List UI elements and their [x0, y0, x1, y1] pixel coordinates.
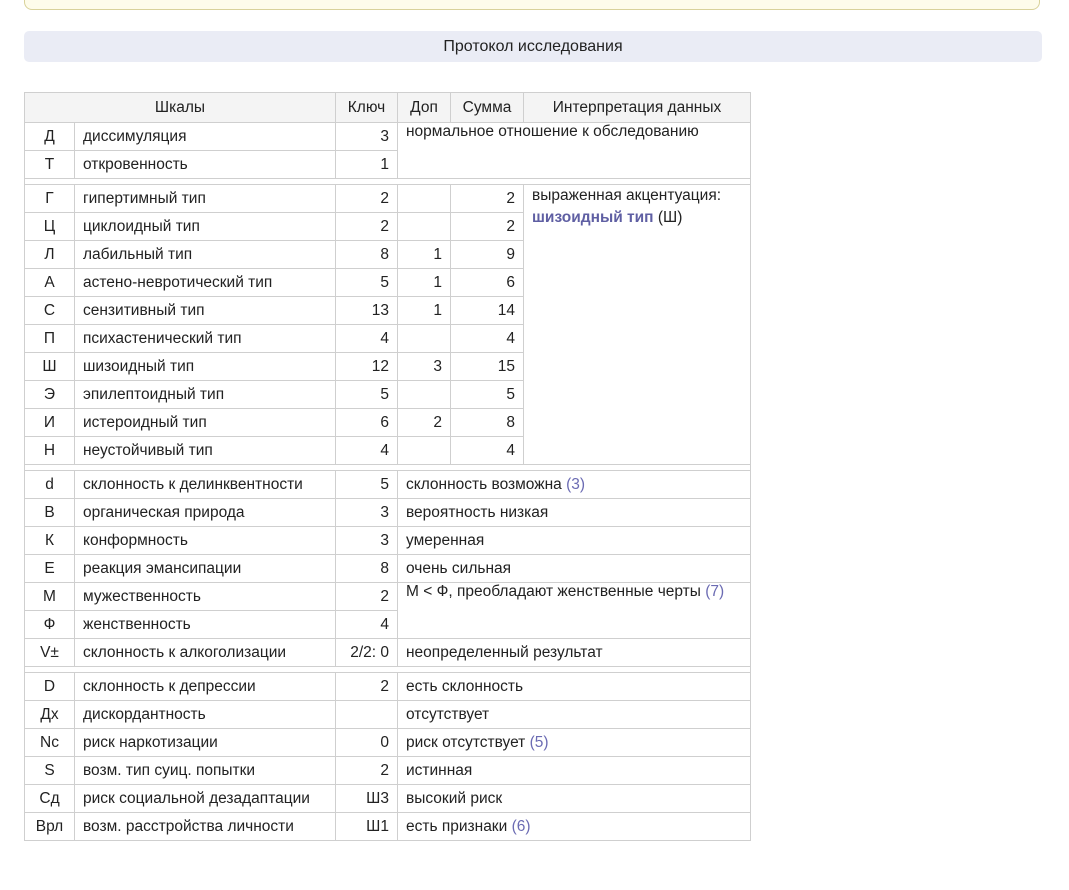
scale-name: реакция эмансипации: [75, 555, 336, 583]
scale-name: возм. тип суиц. попытки: [75, 757, 336, 785]
scale-name: лабильный тип: [75, 241, 336, 269]
interp-cell: [398, 673, 751, 701]
scale-code: D: [25, 673, 75, 701]
scale-name: диссимуляция: [75, 123, 336, 151]
scale-name: риск социальной дезадаптации: [75, 785, 336, 813]
ref-link[interactable]: (5): [529, 733, 549, 751]
scale-code: Т: [25, 151, 75, 179]
interp-text: нормальное отношение к обследованию: [406, 123, 699, 140]
col-key: Ключ: [336, 93, 398, 123]
interp-cell: [398, 499, 751, 527]
scale-key: 12: [336, 353, 398, 381]
scale-name: мужественность: [75, 583, 336, 611]
scale-code: d: [25, 471, 75, 499]
table-row: [25, 639, 751, 667]
scale-key: 2: [336, 757, 398, 785]
interp-cell: [398, 785, 751, 813]
interp-text: есть признаки: [406, 817, 512, 835]
table-row: [25, 555, 751, 583]
scale-sum: 8: [451, 409, 524, 437]
table-row: [25, 729, 751, 757]
scale-sum: 14: [451, 297, 524, 325]
scale-name: эпилептоидный тип: [75, 381, 336, 409]
interp-text: выраженная акцентуация:: [532, 187, 722, 204]
scale-name: органическая природа: [75, 499, 336, 527]
scale-name: циклоидный тип: [75, 213, 336, 241]
interp-text: очень сильная: [406, 559, 512, 577]
scale-key: 13: [336, 297, 398, 325]
interp-text: отсутствует: [406, 705, 490, 723]
scale-name: дискордантность: [75, 701, 336, 729]
scale-sum: 2: [451, 185, 524, 213]
scale-add: [398, 325, 451, 353]
col-scales: Шкалы: [25, 93, 336, 123]
scale-key: 3: [336, 499, 398, 527]
scale-name: шизоидный тип: [75, 353, 336, 381]
scale-key: 2: [336, 185, 398, 213]
section-title: Протокол исследования: [24, 31, 1042, 62]
table-header-row: [25, 93, 751, 123]
scale-code: Д: [25, 123, 75, 151]
scale-code: V±: [25, 639, 75, 667]
scale-key: Ш1: [336, 813, 398, 841]
protocol-table: [24, 92, 751, 841]
scale-name: женственность: [75, 611, 336, 639]
table-row: [25, 785, 751, 813]
scale-code: В: [25, 499, 75, 527]
interp-text: М < Ф, преобладают женственные черты: [406, 583, 706, 600]
scale-key: 3: [336, 123, 398, 151]
table-row: [25, 499, 751, 527]
scale-key: 3: [336, 527, 398, 555]
table-row: [25, 123, 751, 151]
scale-name: гипертимный тип: [75, 185, 336, 213]
interp-cell: [398, 701, 751, 729]
mf-interp-cell: [398, 583, 751, 639]
scale-code: К: [25, 527, 75, 555]
notice-box: [24, 0, 1040, 10]
scale-add: 1: [398, 269, 451, 297]
scale-sum: 9: [451, 241, 524, 269]
ref-link[interactable]: (6): [511, 817, 531, 835]
table-row: [25, 583, 751, 611]
scale-key: 2: [336, 213, 398, 241]
table-row: [25, 813, 751, 841]
interp-text: вероятность низкая: [406, 503, 549, 521]
scale-name: риск наркотизации: [75, 729, 336, 757]
scale-code: М: [25, 583, 75, 611]
scale-code: Ф: [25, 611, 75, 639]
col-sum: Сумма: [451, 93, 524, 123]
interp-text: есть склонность: [406, 677, 524, 695]
scale-add: [398, 185, 451, 213]
scale-add: 1: [398, 241, 451, 269]
scale-code: Сд: [25, 785, 75, 813]
scale-code: Н: [25, 437, 75, 465]
scale-name: астено-невротический тип: [75, 269, 336, 297]
scale-code: С: [25, 297, 75, 325]
scale-name: возм. расстройства личности: [75, 813, 336, 841]
table-row: [25, 701, 751, 729]
scale-key: Ш3: [336, 785, 398, 813]
scale-key: 5: [336, 381, 398, 409]
scale-code: S: [25, 757, 75, 785]
scale-name: склонность к делинквентности: [75, 471, 336, 499]
scale-key: 5: [336, 269, 398, 297]
scale-key: 2: [336, 583, 398, 611]
interp-text: истинная: [406, 761, 473, 779]
interp-text: умеренная: [406, 531, 485, 549]
scale-key: 4: [336, 325, 398, 353]
scale-code: Дх: [25, 701, 75, 729]
col-add: Доп: [398, 93, 451, 123]
scale-key: 8: [336, 241, 398, 269]
scale-name: склонность к депрессии: [75, 673, 336, 701]
interp-text: высокий риск: [406, 789, 503, 807]
scale-name: сензитивный тип: [75, 297, 336, 325]
interp-text: неопределенный результат: [406, 643, 603, 661]
table-row: [25, 757, 751, 785]
interp-text: риск отсутствует: [406, 733, 530, 751]
scale-key: [336, 701, 398, 729]
table-row: [25, 673, 751, 701]
scale-add: [398, 213, 451, 241]
accent-type-link[interactable]: шизоидный тип: [532, 209, 654, 226]
table-row: [25, 185, 751, 213]
scale-key: 6: [336, 409, 398, 437]
scale-name: склонность к алкоголизации: [75, 639, 336, 667]
scale-code: Nc: [25, 729, 75, 757]
scale-name: конформность: [75, 527, 336, 555]
scale-name: психастенический тип: [75, 325, 336, 353]
scale-code: Ш: [25, 353, 75, 381]
scale-code: Врл: [25, 813, 75, 841]
ref-link[interactable]: (3): [566, 475, 586, 493]
scale-sum: 2: [451, 213, 524, 241]
scale-sum: 4: [451, 437, 524, 465]
scale-add: [398, 381, 451, 409]
scale-sum: 6: [451, 269, 524, 297]
scale-code: Э: [25, 381, 75, 409]
interp-cell: [398, 757, 751, 785]
scale-sum: 15: [451, 353, 524, 381]
scale-add: [398, 437, 451, 465]
scale-add: 1: [398, 297, 451, 325]
scale-code: П: [25, 325, 75, 353]
scale-code: А: [25, 269, 75, 297]
scale-key: 4: [336, 437, 398, 465]
table-row: [25, 471, 751, 499]
scale-key: 8: [336, 555, 398, 583]
interp-cell: [398, 555, 751, 583]
scale-key: 5: [336, 471, 398, 499]
scale-name: неустойчивый тип: [75, 437, 336, 465]
scale-code: Л: [25, 241, 75, 269]
scale-key: 2: [336, 673, 398, 701]
interp-suffix: (Ш): [653, 209, 683, 226]
interp-cell: [398, 813, 751, 841]
ref-link[interactable]: (7): [705, 583, 725, 600]
scale-add: 2: [398, 409, 451, 437]
scale-code: Г: [25, 185, 75, 213]
interp-cell: [398, 729, 751, 757]
interp-cell: [398, 527, 751, 555]
accentuation-interp-cell: [524, 185, 751, 465]
scale-key: 2/2: 0: [336, 639, 398, 667]
scale-name: истероидный тип: [75, 409, 336, 437]
interp-cell: [398, 471, 751, 499]
interp-cell: [398, 639, 751, 667]
col-interpretation: Интерпретация данных: [524, 93, 751, 123]
scale-code: И: [25, 409, 75, 437]
scale-name: откровенность: [75, 151, 336, 179]
scale-key: 0: [336, 729, 398, 757]
scale-code: Ц: [25, 213, 75, 241]
scale-sum: 5: [451, 381, 524, 409]
scale-key: 4: [336, 611, 398, 639]
scale-code: Е: [25, 555, 75, 583]
scale-sum: 4: [451, 325, 524, 353]
interp-cell: [398, 123, 751, 179]
scale-add: 3: [398, 353, 451, 381]
table-row: [25, 527, 751, 555]
interp-text: склонность возможна: [406, 475, 567, 493]
scale-key: 1: [336, 151, 398, 179]
